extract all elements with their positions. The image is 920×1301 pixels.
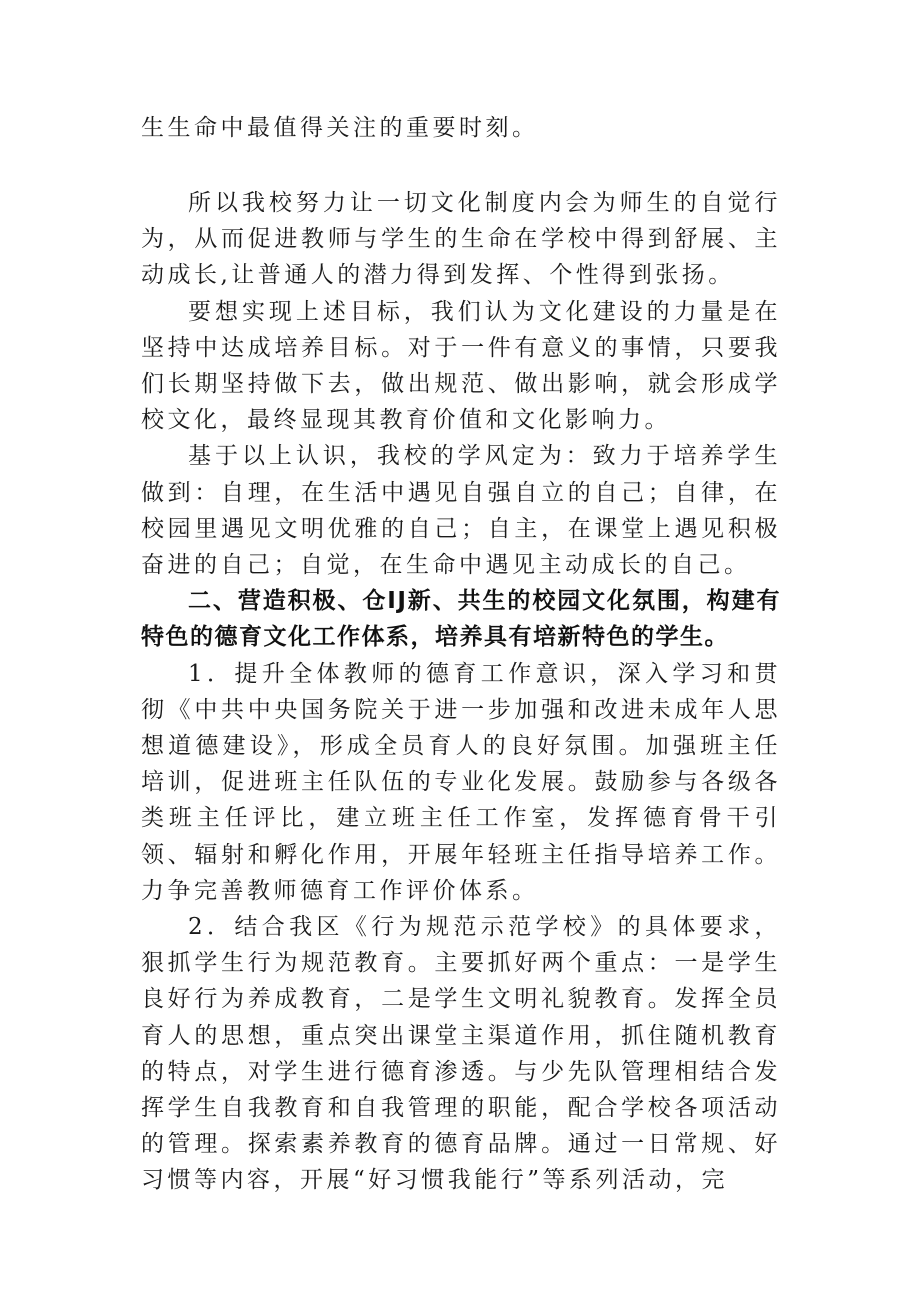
body-text: [141, 185, 781, 1199]
list-item-teacher-training: 1．提升全体教师的德育工作意识，深入学习和贯彻《中共中央国务院关于进一步加强和改进未成年人思想道德建设》，形成全员育人的良好氛围。加强班主任培训，促进班主任队伍的专业化发展。鼓励参与各级各类班主任评比，建立班主任工作室，发挥德育骨干引领、辐射和孵化作用，开展年轻班主任指导培养工作。力争完善教师德育工作评价体系。: [141, 660, 781, 904]
list-item-behavior-education: 2．结合我区《行为规范示范学校》的具体要求，狠抓学生行为规范教育。主要抓好两个重点：一是学生良好行为养成教育，二是学生文明礼貌教育。发挥全员育人的思想，重点突出课堂主渠道作用，抓住随机教育的特点，对学生进行德育渗透。与少先队管理相结合发挥学生自我教育和自我管理的职能，配合学校各项活动的管理。探索素养教育的德育品牌。通过一日常规、好习惯等内容，开展“好习惯我能行”等系列活动，完: [141, 914, 781, 1194]
section-heading: 二、营造积极、仓IJ新、共生的校园文化氛围，构建有特色的德育文化工作体系，培养具有培新特色的学生。: [141, 588, 781, 651]
paragraph-culture-system: 所以我校努力让一切文化制度内会为师生的自觉行为，从而促进教师与学生的生命在学校中得到舒展、主动成长,让普通人的潜力得到发挥、个性得到张扬。: [141, 190, 781, 289]
continuation-line: 生生命中最值得关注的重要时刻。: [141, 115, 539, 141]
paragraph-study-style: 基于以上认识，我校的学风定为：致力于培养学生做到：自理，在生活中遇见自强自立的自己；自律，在校园里遇见文明优雅的自己；自主，在课堂上遇见积极奋进的自己；自觉，在生命中遇见主动成长的自己。: [141, 443, 781, 579]
paragraph-goal: 要想实现上述目标，我们认为文化建设的力量是在坚持中达成培养目标。对于一件有意义的事情，只要我们长期坚持做下去，做出规范、做出影响，就会形成学校文化，最终显现其教育价值和文化影响力。: [141, 298, 781, 434]
continuation-block: [141, 110, 781, 146]
